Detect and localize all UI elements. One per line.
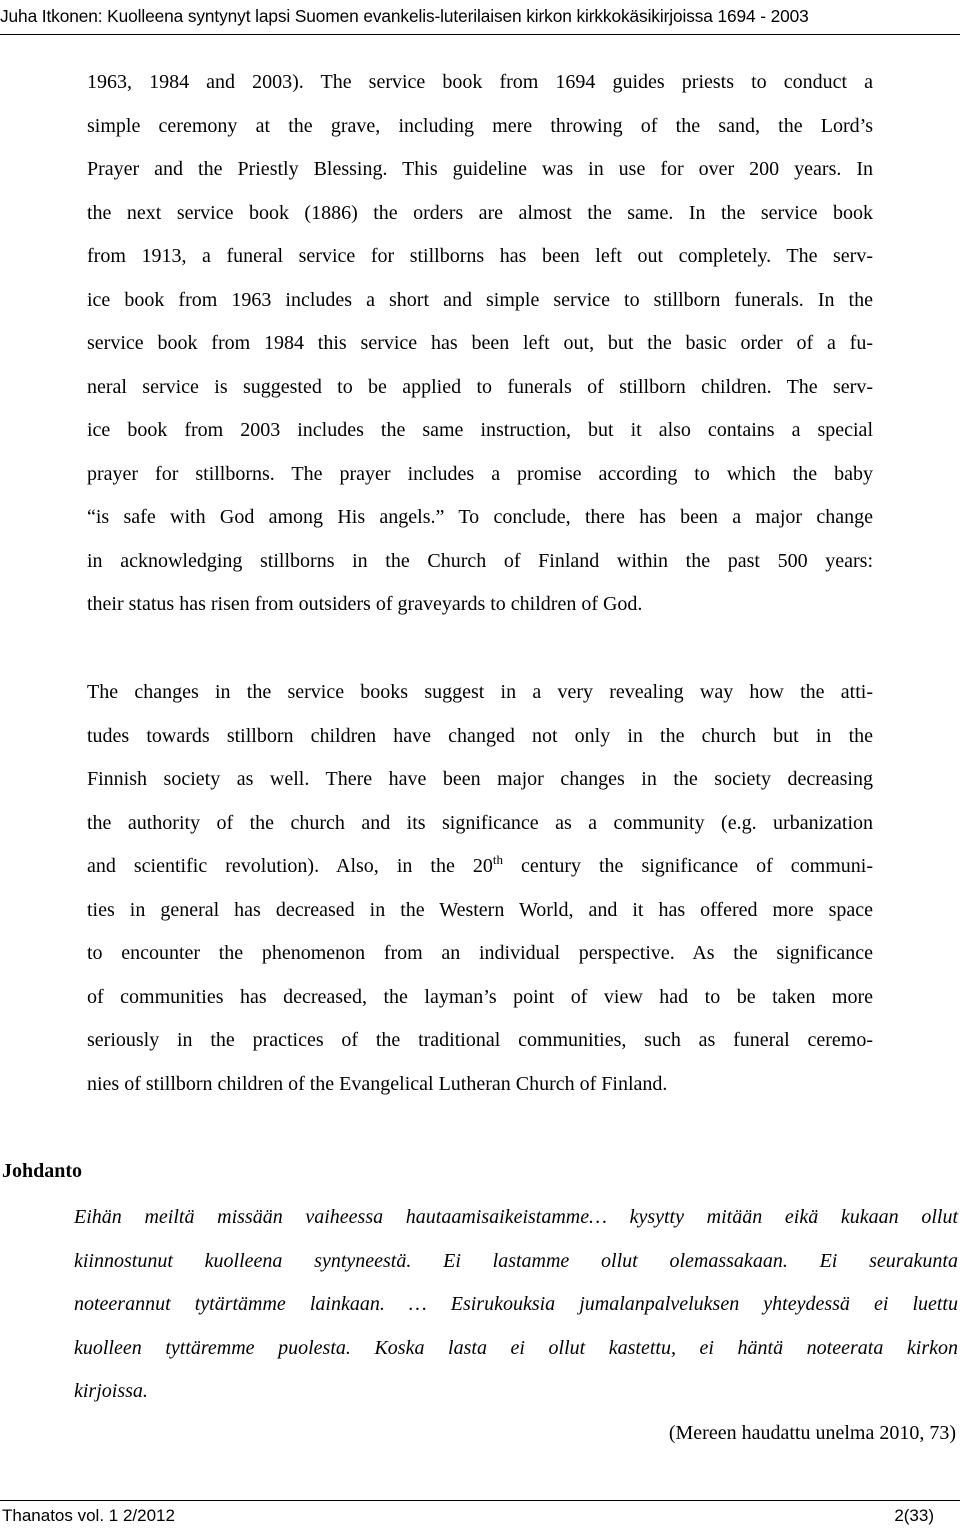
text-line: The changes in the service books suggest in a very revealing way how the atti- <box>87 681 873 703</box>
quote-line: kirjoissa. <box>74 1380 148 1402</box>
footer-rule <box>0 1500 960 1501</box>
text-line: “is safe with God among His angels.” To conclude, there has been a major change <box>87 506 873 528</box>
text-line: Prayer and the Priestly Blessing. This guideline was in use for over 200 years. In <box>87 158 873 180</box>
page-number: 2(33) <box>894 1506 934 1525</box>
header-rule <box>0 34 960 35</box>
superscript: th <box>492 852 503 867</box>
text-line: tudes towards stillborn children have changed not only in the church but in the <box>87 724 873 747</box>
running-header: Juha Itkonen: Kuolleena syntynyt lapsi Suomen evankelis-luterilaisen kirkon kirkkokäsikirjoissa 1694 - 2003 <box>0 6 809 26</box>
text-line: seriously in the practices of the traditional communities, such as funeral ceremo- <box>87 1029 873 1051</box>
text-line: their status has risen from outsiders of graveyards to children of God. <box>87 593 643 615</box>
text-line: of communities has decreased, the layman’s point of view had to be taken more <box>87 985 873 1008</box>
text-fragment: and scientific revolution). Also, in the 20 <box>87 855 493 877</box>
quote-line: kiinnostunut kuolleena syntyneestä. Ei lastamme ollut olemassakaan. Ei seurakunta <box>74 1249 958 1272</box>
text-line: ice book from 1963 includes a short and simple service to stillborn funerals. In the <box>87 288 873 311</box>
paragraph-2 <box>87 671 873 1106</box>
paragraph-1 <box>87 61 873 627</box>
text-line: ice book from 2003 includes the same instruction, but it also contains a special <box>87 419 873 441</box>
text-line: in acknowledging stillborns in the Church of Finland within the past 500 years: <box>87 549 873 572</box>
block-quote <box>74 1196 958 1414</box>
text-line: simple ceremony at the grave, including mere throwing of the sand, the Lord’s <box>87 114 873 137</box>
text-line: nies of stillborn children of the Evangelical Lutheran Church of Finland. <box>87 1072 668 1095</box>
text-line: from 1913, a funeral service for stillborns has been left out completely. The serv- <box>87 245 873 267</box>
text-line: neral service is suggested to be applied to funerals of stillborn children. The serv- <box>87 375 873 398</box>
text-line: prayer for stillborns. The prayer includes a promise according to which the baby <box>87 462 873 485</box>
text-line: to encounter the phenomenon from an individual perspective. As the significance <box>87 942 873 964</box>
text-fragment: century the significance of communi- <box>502 855 873 877</box>
text-line: Finnish society as well. There have been major changes in the society decreasing <box>87 768 873 790</box>
text-line: the next service book (1886) the orders are almost the same. In the service book <box>87 201 873 224</box>
quote-citation: (Mereen haudattu unelma 2010, 73) <box>668 1422 956 1444</box>
text-line: ties in general has decreased in the Western World, and it has offered more space <box>87 898 873 921</box>
footer-journal: Thanatos vol. 1 2/2012 <box>2 1506 175 1525</box>
text-line: service book from 1984 this service has been left out, but the basic order of a fu- <box>87 332 873 354</box>
text-line: 1963, 1984 and 2003). The service book from 1694 guides priests to conduct a <box>87 71 873 93</box>
quote-line: kuolleen tyttäremme puolesta. Koska lasta ei ollut kastettu, ei häntä noteerata kirkon <box>74 1336 958 1359</box>
section-heading: Johdanto <box>2 1160 83 1182</box>
quote-line: noteerannut tytärtämme lainkaan. … Esirukouksia jumalanpalveluksen yhteydessä ei luettu <box>74 1293 958 1315</box>
text-line <box>87 845 873 889</box>
text-line: the authority of the church and its significance as a community (e.g. urbanization <box>87 811 873 834</box>
quote-line: Eihän meiltä missään vaiheessa hautaamisaikeistamme… kysytty mitään eikä kukaan ollut <box>74 1206 958 1228</box>
